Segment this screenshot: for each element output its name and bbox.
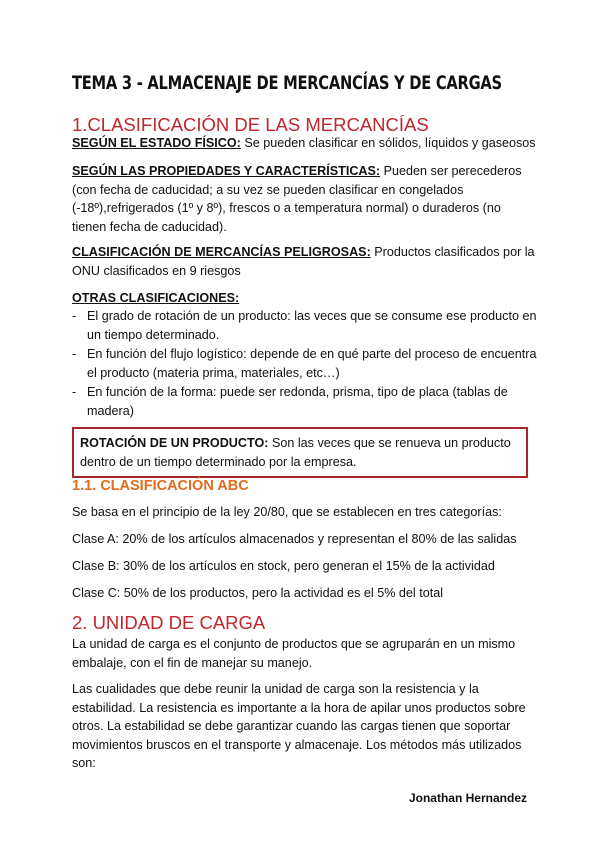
box-label: ROTACIÓN DE UN PRODUCTO: [80,436,269,450]
paragraph-otras [72,289,537,308]
rotation-definition-box [72,427,528,478]
text-estado-fisico: Se pueden clasificar en sólidos, líquidos y gaseosos [240,136,536,150]
paragraph-propiedades [72,162,537,236]
abc-class-b: Clase B: 30% de los artículos en stock, pero generan el 15% de la actividad [72,559,495,573]
paragraph-peligrosas [72,243,537,280]
section11-heading: 1.1. CLASIFICACIÓN ABC [72,478,249,494]
footer-author: Jonathan Hernandez [408,791,527,805]
label-otras: OTRAS CLASIFICACIONES: [72,291,240,305]
label-estado-fisico: SEGÚN EL ESTADO FÍSICO: [72,136,241,150]
list-item: - En función del flujo logístico: depende de en qué parte del proceso de encuentra el producto (materia prima, materiales, etc…) [72,347,537,380]
list-item: - En función de la forma: puede ser redonda, prisma, tipo de placa (tablas de madera) [72,385,508,418]
other-classifications-list [72,307,542,421]
list-item: - El grado de rotación de un producto: las veces que se consume ese producto en un tiempo determinado. [72,309,537,342]
abc-class-c: Clase C: 50% de los productos, pero la actividad es el 5% del total [72,586,444,600]
abc-intro: Se basa en el principio de la ley 20/80, que se establecen en tres categorías: [72,505,502,519]
label-peligrosas: CLASIFICACIÓN DE MERCANCÍAS PELIGROSAS: [72,245,371,259]
document-title: TEMA 3 - ALMACENAJE DE MERCANCÍAS Y DE CARGAS [72,72,502,94]
text-peligrosas: Productos clasificados por la ONU clasificados en 9 riesgos [72,245,535,278]
section1-heading: 1.CLASIFICACIÓN DE LAS MERCANCÍAS [72,114,429,135]
unidad-carga-paragraph-1: La unidad de carga es el conjunto de productos que se agruparán en un mismo embalaje, con el fin de manejar su manejo. [72,637,516,670]
text-propiedades: Pueden ser perecederos (con fecha de caducidad; a su vez se pueden clasificar en congelados (-18º),refrigerados (1º y 8º), frescos o a temperatura normal) o duraderos (no tienen fecha de caducidad). [72,164,522,234]
label-propiedades: SEGÚN LAS PROPIEDADES Y CARACTERÍSTICAS: [72,164,381,178]
box-text: Son las veces que se renueva un producto dentro de un tiempo determinado por la empresa. [80,436,511,469]
unidad-carga-paragraph-2: Las cualidades que debe reunir la unidad de carga son la resistencia y la estabilidad. La resistencia es importante a la hora de apilar unos productos sobre otros. La estabilidad se debe garantizar cuando las cargas tienen que soportar movimientos bruscos en el transporte y almacenaje. Los métodos más utilizados son: [72,682,526,770]
section2-heading: 2. UNIDAD DE CARGA [72,612,266,633]
paragraph-estado-fisico [72,134,537,153]
abc-class-a: Clase A: 20% de los artículos almacenados y representan el 80% de las salidas [72,532,517,546]
